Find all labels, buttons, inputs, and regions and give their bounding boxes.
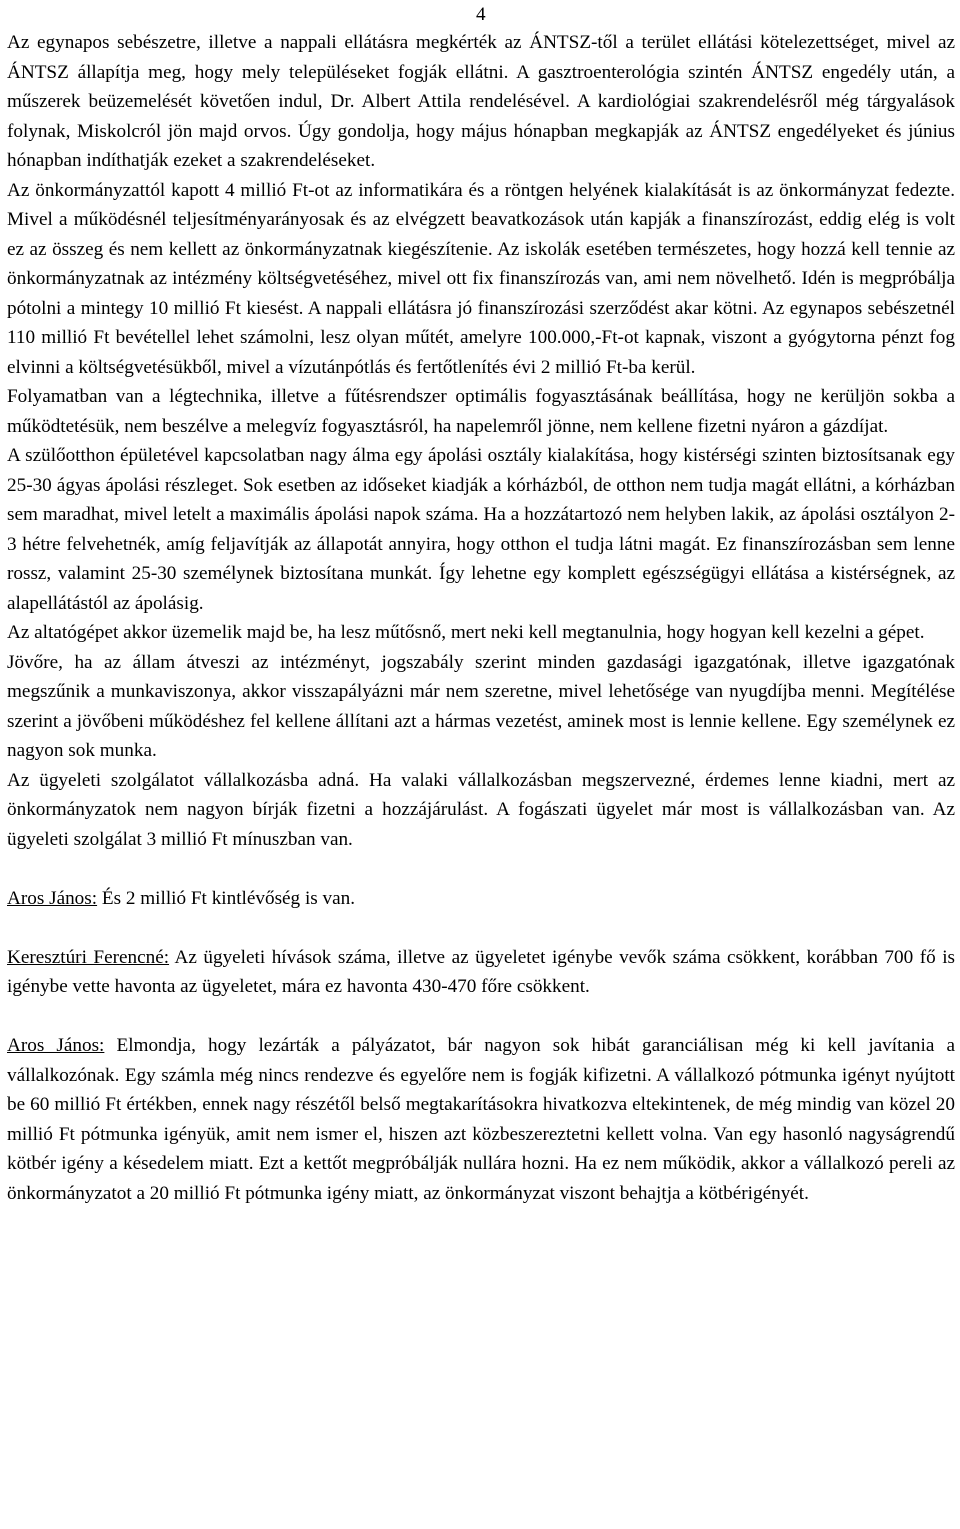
speaker-name: Aros János: bbox=[7, 887, 98, 909]
statement-1 bbox=[7, 884, 955, 914]
speaker-name: Keresztúri Ferencné: bbox=[7, 946, 170, 968]
paragraph-5: Az altatógépet akkor üzemelik majd be, ha lesz műtősnő, mert neki kell megtanulnia, hogy hogyan kell kezelni a gépet. bbox=[7, 622, 925, 643]
document-body bbox=[7, 28, 955, 1208]
paragraph-7: Az ügyeleti szolgálatot vállalkozásba adná. Ha valaki vállalkozásban megszervezné, érdemes lenne kiadni, mert az önkormányzatok nem nagyon bírják fizetni a hozzájárulást. A fogászati ügyelet már most is vállalkozásban van. Az ügyeleti szolgálat 3 millió Ft mínuszban van. bbox=[7, 769, 955, 850]
paragraph-3: Folyamatban van a légtechnika, illetve a fűtésrendszer optimális fogyasztásának beállítása, hogy ne kerüljön sokba a működtetésük, nem beszélve a melegvíz fogyasztásról, ha napelemről jönne, nem kellene fizetni nyáron a gázdíjat. bbox=[7, 386, 955, 437]
paragraph-1: Az egynapos sebészetre, illetve a nappali ellátásra megkérték az ÁNTSZ-től a terület ellátási kötelezettséget, mivel az ÁNTSZ állapítja meg, hogy mely településeket fogják ellátni. A gasztroenterológia szintén ÁNTSZ engedély után, a műszerek beüzemelését követően indul, Dr. Albert Attila rendelésével. A kardiológiai szakrendelésről még tárgyalások folynak, Miskolcról jön majd orvos. Úgy gondolja, hogy május hónapban megkapják az ÁNTSZ engedélyeket és június hónapban indíthatják ezeket a szakrendeléseket. bbox=[7, 32, 955, 171]
statement-2 bbox=[7, 943, 955, 1002]
paragraph-4: A szülőotthon épületével kapcsolatban nagy álma egy ápolási osztály kialakítása, hogy kistérségi szinten biztosítsanak egy 25-30 ágyas ápolási részleget. Sok esetben az időseket kiadják a kórházból, de otthon nem tudja magát ellátni, a kórházban sem maradhat, mivel letelt a maximális ápolási napok száma. Ha a hozzátartozó nem helyben lakik, az ápolási osztályon 2-3 hétre felvehetnék, amíg feljavítják az állapotát annyira, hogy otthon el tudja látni magát. Ez finanszírozásban sem lenne rossz, valamint 25-30 személynek biztosítana munkát. Így lehetne egy komplett egészségügyi ellátása a kistérségnek, az alapellátástól az ápolásig. bbox=[7, 445, 955, 614]
speaker-name: Aros János: bbox=[7, 1035, 105, 1056]
page-number: 4 bbox=[476, 4, 486, 25]
statement-text: Elmondja, hogy lezárták a pályázatot, bár nagyon sok hibát garanciálisan még ki kell javítania a vállalkozónak. Egy számla még nincs rendezve és egyelőre nem is fogják kifizetni. A vállalkozó pótmunka igényt nyújtott be 60 millió Ft értékben, ennek nagy részétől belső megtakarításokra hivatkozva eltekintenek, de még mindig van közel 20 millió Ft pótmunka igényük, amit nem ismer el, hiszen azt közbeszereztetni kellett volna. Van egy hasonló nagyságrendű kötbér igény a késedelem miatt. Ezt a kettőt megpróbálják nullára hozni. Ha ez nem működik, akkor a vállalkozó pereli az önkormányzatot a 20 millió Ft pótmunka igény miatt, az önkormányzat viszont behajtja a kötbérigényét. bbox=[7, 1035, 955, 1204]
statement-3 bbox=[7, 1031, 955, 1208]
statement-text: Az ügyeleti hívások száma, illetve az ügyeletet igénybe vevők száma csökkent, korábban 700 fő is igénybe vette havonta az ügyeletet, mára ez havonta 430-470 főre csökkent. bbox=[7, 946, 955, 997]
statement-text: És 2 millió Ft kintlévőség is van. bbox=[97, 887, 356, 909]
paragraph-2: Az önkormányzattól kapott 4 millió Ft-ot az informatikára és a röntgen helyének kialakítását is az önkormányzat fedezte. Mivel a működésnél teljesítményarányosak és az elvégzett beavatkozások után kapják a finanszírozást, eddig elég is volt ez az összeg és nem kellett az önkormányzatnak kiegészítenie. Az iskolák esetében természetes, hogy hozzá kell tennie az önkormányzatnak az intézmény költségvetéséhez, mivel ott fix finanszírozás van, ami nem növelhető. Idén is megpróbálja pótolni a mintegy 10 millió Ft kiesést. A nappali ellátásra jó finanszírozási szerződést akar kötni. Az egynapos sebészetnél 110 millió Ft bevétellel lehet számolni, lesz olyan műtét, amelyre 100.000,-Ft-ot kapnak, viszont a gyógytorna pénzt fog elvinni a költségvetésükből, mivel a vízutánpótlás és fertőtlenítés évi 2 millió Ft-ba kerül. bbox=[7, 179, 955, 378]
paragraph-6: Jövőre, ha az állam átveszi az intézményt, jogszabály szerint minden gazdasági igazgatónak, illetve igazgatónak megszűnik a munkaviszonya, akkor visszapályázni már nem szeretne, mivel lehetősége van nyugdíjba menni. Megítélése szerint a jövőbeni működéshez fel kellene állítani azt a hármas vezetést, aminek most is lennie kellene. Egy személynek ez nagyon sok munka. bbox=[7, 651, 955, 761]
